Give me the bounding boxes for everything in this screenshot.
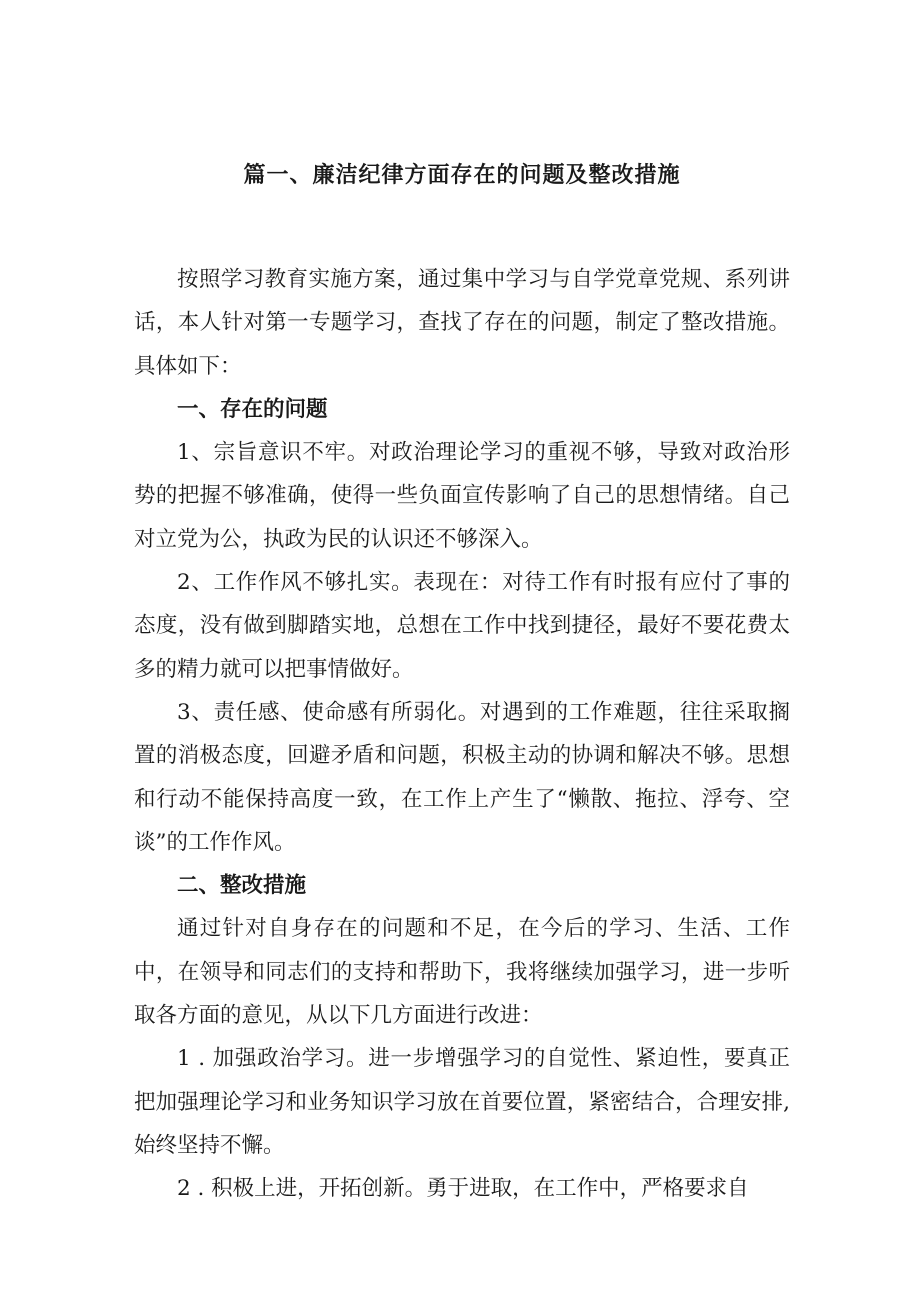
problem-item-2: 2、工作作风不够扎实。表现在：对待工作有时报有应付了事的态度，没有做到脚踏实地，总想在工作中找到捷径，最好不要花费太多的精力就可以把事情做好。 xyxy=(134,570,790,682)
document-body xyxy=(134,258,790,1211)
problem-item-3: 3、责任感、使命感有所弱化。对遇到的工作难题，往往采取搁置的消极态度，回避矛盾和问题，积极主动的协调和解决不够。思想和行动不能保持高度一致，在工作上产生了“懒散、拖拉、浮夸、空谈”的工作作风。 xyxy=(134,699,790,855)
document-title: 篇一、廉洁纪律方面存在的问题及整改措施 xyxy=(243,162,681,188)
section-heading-measures: 二、整改措施 xyxy=(177,873,307,899)
measure-item-2: 2 . 积极上进，开拓创新。勇于进取，在工作中，严格要求自 xyxy=(177,1176,749,1202)
intro-paragraph: 按照学习教育实施方案，通过集中学习与自学党章党规、系列讲话，本人针对第一专题学习，查找了存在的问题，制定了整改措施。具体如下： xyxy=(134,267,790,379)
measure-item-1: 1 . 加强政治学习。进一步增强学习的自觉性、紧迫性，要真正把加强理论学习和业务知识学习放在首要位置，紧密结合，合理安排, 始终坚持不懈。 xyxy=(134,1046,790,1158)
section-heading-problems: 一、存在的问题 xyxy=(177,396,328,422)
problem-item-1: 1、宗旨意识不牢。对政治理论学习的重视不够，导致对政治形势的把握不够准确，使得一些负面宣传影响了自己的思想情绪。自己对立党为公，执政为民的认识还不够深入。 xyxy=(134,440,790,552)
measures-intro-paragraph: 通过针对自身存在的问题和不足，在今后的学习、生活、工作中，在领导和同志们的支持和帮助下，我将继续加强学习，进一步听取各方面的意见，从以下几方面进行改进： xyxy=(134,916,790,1029)
